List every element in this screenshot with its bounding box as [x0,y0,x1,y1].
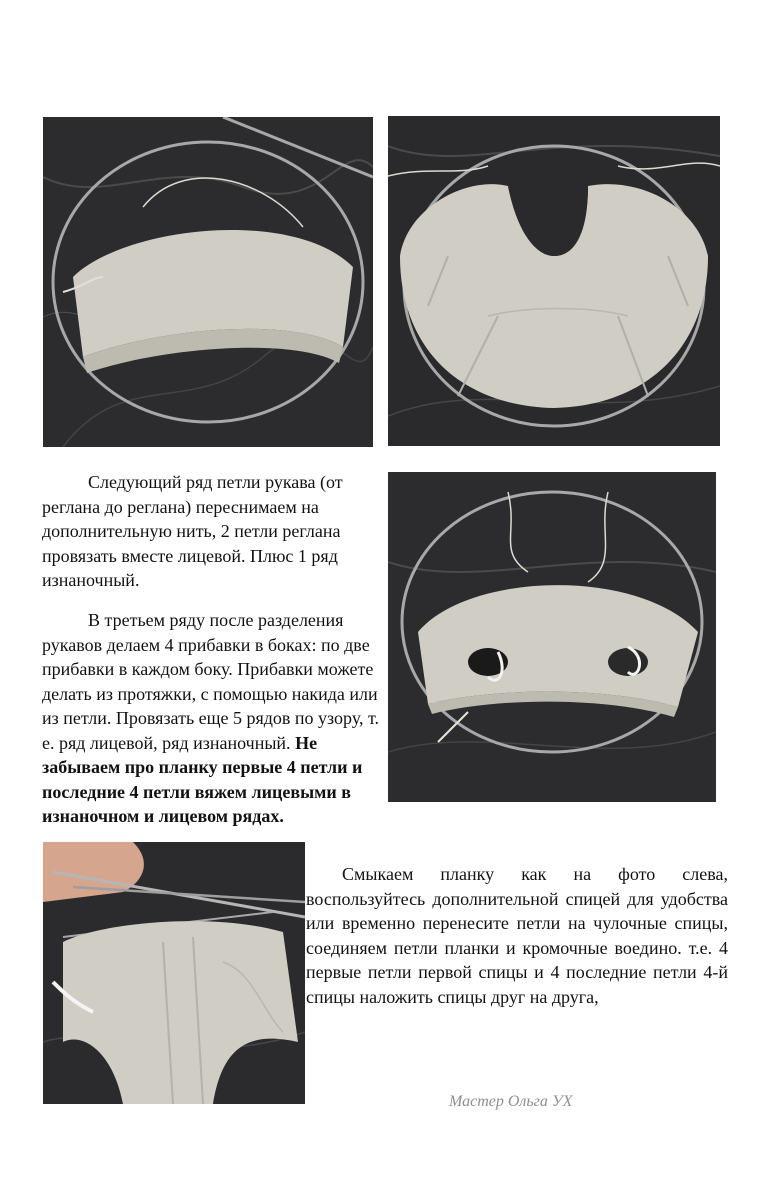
paragraph-2-text [42,608,382,829]
paragraph-2-bold-note: Не забываем про планку первые 4 петли и последние 4 петли вяжем лицевыми в изнаночном и лицевом рядах. [42,732,363,826]
paragraph-2-normal: В третьем ряду после разделения рукавов делаем 4 прибавки в боках: по две прибавки в каждом боку. Прибавки можете делать из протяжки, с помощью накида или из петли. Провязать еще 5 рядов по узору, т. е. ряд лицевой, ряд изнаночный. [42,610,380,753]
instruction-paragraph-2 [42,608,382,829]
author-signature: Мастер Ольга УХ [449,1093,573,1110]
photo-joining-placket [43,842,305,1104]
instruction-paragraph-3 [306,862,728,1009]
photo-separated-sleeves [388,472,716,802]
paragraph-1-text: Следующий ряд петли рукава (от реглана до реглана) переснимаем на дополнительную нить, 2 петли реглана провязать вместе лицевой. Плюс 1 ряд изнаночный. [42,472,343,590]
photo-raglan-yoke [388,116,720,446]
instruction-paragraph-1 [42,470,382,593]
photo-knitted-yoke-band [43,117,373,447]
paragraph-3-text: Смыкаем планку как на фото слева, воспользуйтесь дополнительной спицей для удобства или временно перенесите петли на чулочные спицы, соединяем петли планки и кромочные воедино. т.е. 4 первые петли первой спицы и 4 последние петли 4-й спицы наложить спицы друг на друга, [306,864,728,1007]
